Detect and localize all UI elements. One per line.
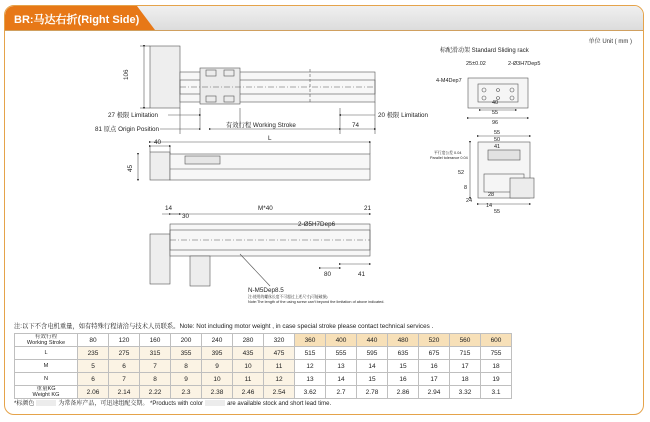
dim-40: 40 xyxy=(154,139,162,146)
table-cell: 240 xyxy=(202,334,233,347)
dim-working-stroke: 有效行程 Working Stroke xyxy=(226,122,296,129)
sec-dim-14: 14 xyxy=(486,203,493,209)
table-cell: 16 xyxy=(388,373,419,386)
rack-title: 标配滑动架 Standard Sliding rack xyxy=(440,48,529,54)
table-row xyxy=(15,347,512,360)
table-cell: 7 xyxy=(109,373,140,386)
table-cell: 19 xyxy=(481,373,512,386)
table-cell: 11 xyxy=(233,373,264,386)
rack-dim-4m4: 4-M4Dep7 xyxy=(436,78,462,84)
dim-L: L xyxy=(268,135,272,142)
row-label-en: Working Stroke xyxy=(26,340,66,346)
unit-label: 单位 Unit ( mm ) xyxy=(588,39,632,45)
row-label: M xyxy=(15,360,78,373)
page-title: BR:马达右折(Right Side) xyxy=(14,14,140,26)
table-cell: 480 xyxy=(388,334,419,347)
dim-2-holes: 2-Ø5H7Dep6 xyxy=(298,221,336,228)
sec-dim-55b: 55 xyxy=(494,209,501,215)
spec-table xyxy=(14,333,512,399)
table-cell: 2.14 xyxy=(109,386,140,399)
table-cell: 435 xyxy=(233,347,264,360)
footnote-en-prefix: *Products with color xyxy=(150,401,204,407)
table-cell: 2.22 xyxy=(140,386,171,399)
table-cell: 2.86 xyxy=(388,386,419,399)
sec-dim-41: 41 xyxy=(494,144,501,150)
table-cell: 7 xyxy=(140,360,171,373)
table-cell: 600 xyxy=(481,334,512,347)
table-cell: 3.32 xyxy=(450,386,481,399)
table-cell: 8 xyxy=(140,373,171,386)
row-label-cn: 重量KG xyxy=(36,386,56,392)
technical-drawing xyxy=(0,24,650,324)
table-cell: 2.94 xyxy=(419,386,450,399)
sec-flatness: 平行度公差 0.04 xyxy=(434,151,462,155)
table-cell: 280 xyxy=(233,334,264,347)
table-cell: 715 xyxy=(450,347,481,360)
footnote-cn-suffix: 为常备库产品，可迅速组配交期。 xyxy=(58,401,149,407)
rack-dim-55: 55 xyxy=(492,110,499,116)
rack-dim-holes: 2-Ø3H7Dep5 xyxy=(508,61,541,67)
screw-note-en: Note:The length of the using screw can't beyond the limitation of above indicated. xyxy=(248,300,385,304)
dim-80: 80 xyxy=(324,271,332,278)
table-cell: 160 xyxy=(140,334,171,347)
screw-note-cn: 注:使用的螺丝长度不可超过上述尺寸(可能破损) xyxy=(248,295,328,299)
table-cell: 6 xyxy=(78,373,109,386)
dim-41: 41 xyxy=(358,271,366,278)
table-cell: 10 xyxy=(233,360,264,373)
dim-20-limit: 20 极限 Limitation xyxy=(378,112,429,119)
row-label: L xyxy=(15,347,78,360)
table-cell: 2.3 xyxy=(171,386,202,399)
dim-14: 14 xyxy=(165,205,173,212)
table-cell: 13 xyxy=(295,373,326,386)
dim-106: 106 xyxy=(123,69,130,80)
table-row xyxy=(15,334,512,347)
table-cell: 9 xyxy=(171,373,202,386)
bottom-view xyxy=(150,214,370,286)
table-cell: 275 xyxy=(109,347,140,360)
table-cell: 320 xyxy=(264,334,295,347)
table-cell: 395 xyxy=(202,347,233,360)
table-cell: 17 xyxy=(419,373,450,386)
table-cell: 2.54 xyxy=(264,386,295,399)
table-cell: 2.06 xyxy=(78,386,109,399)
row-label-en: Weight KG xyxy=(32,392,60,398)
side-view xyxy=(138,142,370,180)
table-cell: 440 xyxy=(357,334,388,347)
table-cell: 475 xyxy=(264,347,295,360)
table-cell: 12 xyxy=(264,373,295,386)
table-cell: 675 xyxy=(419,347,450,360)
table-row xyxy=(15,373,512,386)
table-cell: 2.7 xyxy=(326,386,357,399)
row-label xyxy=(15,334,78,347)
table-row xyxy=(15,386,512,399)
table-cell: 80 xyxy=(78,334,109,347)
table-cell: 17 xyxy=(450,360,481,373)
stock-color-swatch xyxy=(36,400,56,406)
table-cell: 12 xyxy=(295,360,326,373)
table-cell: 120 xyxy=(109,334,140,347)
table-cell: 18 xyxy=(481,360,512,373)
table-cell: 2.78 xyxy=(357,386,388,399)
table-cell: 755 xyxy=(481,347,512,360)
row-label-cn: 有效行程 xyxy=(34,334,58,340)
dim-81-origin: 81 原点 Origin Position xyxy=(95,126,160,133)
table-cell: 5 xyxy=(78,360,109,373)
table-cell: 16 xyxy=(419,360,450,373)
table-row xyxy=(15,360,512,373)
table-cell: 3.62 xyxy=(295,386,326,399)
sec-tolerance: Parallel tolerance 0.04 xyxy=(430,156,468,160)
sec-dim-55: 55 xyxy=(494,130,501,136)
table-cell: 18 xyxy=(450,373,481,386)
table-cell: 595 xyxy=(357,347,388,360)
table-cell: 360 xyxy=(295,334,326,347)
dim-45: 45 xyxy=(127,164,134,172)
dim-m40: M*40 xyxy=(258,205,273,212)
dim-n-m5: N-M5Dep8.5 xyxy=(248,287,284,294)
section-view xyxy=(470,136,534,204)
table-cell: 635 xyxy=(388,347,419,360)
footnote-cn-prefix: *标颜色 xyxy=(14,401,35,407)
rack-dim-40: 40 xyxy=(492,100,499,106)
sec-dim-24: 24 xyxy=(466,198,473,204)
dim-27-limit: 27 极限 Limitation xyxy=(108,112,159,119)
row-label xyxy=(15,386,78,399)
sec-dim-8: 8 xyxy=(464,185,468,191)
table-cell: 520 xyxy=(419,334,450,347)
top-view xyxy=(140,46,375,134)
table-cell: 2.46 xyxy=(233,386,264,399)
table-cell: 10 xyxy=(202,373,233,386)
table-cell: 6 xyxy=(109,360,140,373)
table-cell: 315 xyxy=(140,347,171,360)
table-cell: 15 xyxy=(388,360,419,373)
dim-74: 74 xyxy=(352,122,360,129)
table-cell: 515 xyxy=(295,347,326,360)
rack-dim-25: 25±0.02 xyxy=(466,61,486,67)
dim-30: 30 xyxy=(182,213,190,220)
table-cell: 560 xyxy=(450,334,481,347)
stock-color-swatch-en xyxy=(205,400,225,406)
footnote-en-suffix: are available stock and short lead time. xyxy=(227,401,332,407)
table-cell: 400 xyxy=(326,334,357,347)
table-cell: 8 xyxy=(171,360,202,373)
table-cell: 14 xyxy=(357,360,388,373)
footnote xyxy=(14,398,331,407)
table-cell: 9 xyxy=(202,360,233,373)
sec-dim-50: 50 xyxy=(494,137,501,143)
sec-dim-52: 52 xyxy=(458,170,465,176)
table-cell: 15 xyxy=(357,373,388,386)
table-cell: 11 xyxy=(264,360,295,373)
sec-dim-28: 28 xyxy=(488,192,495,198)
table-note: 注:以下不含电机重量，如有特殊行程请洽与技术人员联系。Note: Not including motor weight , in case special stroke please contact technical services . xyxy=(14,323,434,330)
rack-dim-96: 96 xyxy=(492,120,499,126)
table-cell: 355 xyxy=(171,347,202,360)
table-cell: 14 xyxy=(326,373,357,386)
table-cell: 13 xyxy=(326,360,357,373)
table-cell: 235 xyxy=(78,347,109,360)
table-cell: 200 xyxy=(171,334,202,347)
table-cell: 3.1 xyxy=(481,386,512,399)
table-cell: 555 xyxy=(326,347,357,360)
dim-21: 21 xyxy=(364,205,372,212)
row-label: N xyxy=(15,373,78,386)
table-cell: 2.38 xyxy=(202,386,233,399)
